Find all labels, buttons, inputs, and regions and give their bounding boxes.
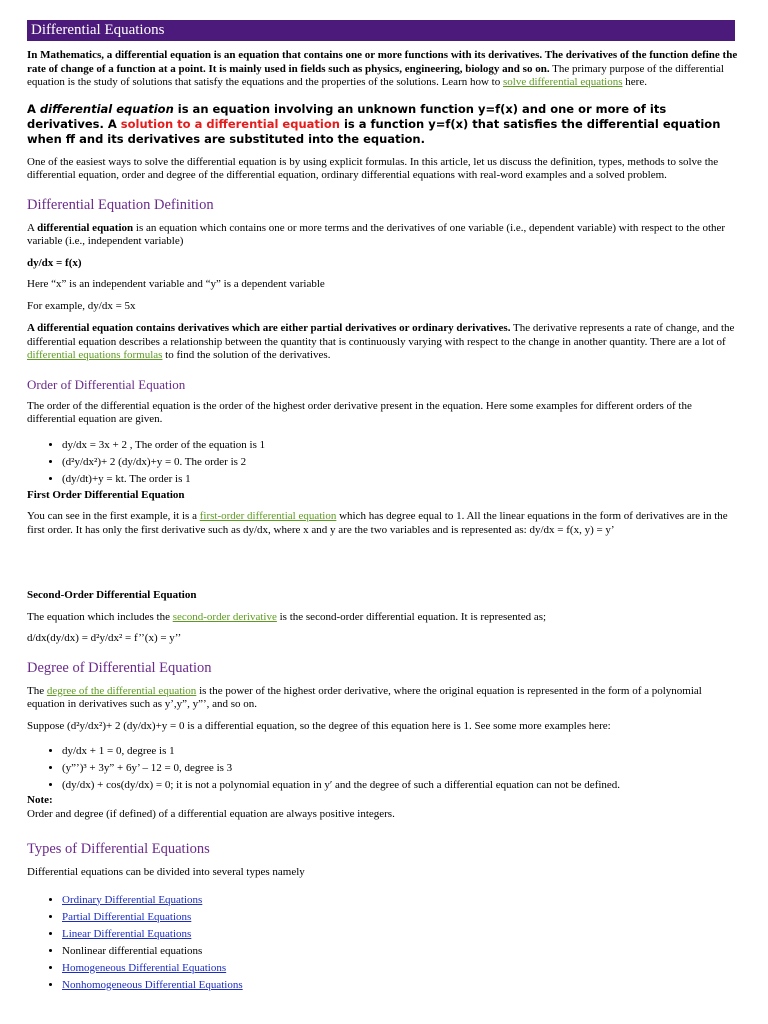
intro-end: here.	[622, 76, 647, 88]
second-order-text-2: is the second-order differential equation. It is represented as;	[276, 610, 547, 623]
second-order-heading: Second-Order Differential Equation	[27, 589, 197, 601]
list-item: • (d²y/dx²)+ 2 (dy/dx)+y = 0. The order is 2	[62, 454, 741, 471]
highlight-text-2: is an equation involving an unknown function y=f(x) and one or more of its derivatives. A	[27, 101, 667, 131]
types-paragraph: Differential equations can be divided into several types namely	[27, 866, 305, 878]
highlight-paragraph	[27, 102, 741, 147]
degree-link[interactable]: degree of the differential equation	[46, 684, 197, 697]
ordinary-de-link[interactable]: Ordinary Differential Equations	[62, 893, 203, 906]
highlight-italic: differential equation	[39, 101, 174, 116]
second-order-text-1: The equation which includes the	[27, 610, 173, 623]
easy-ways-paragraph: One of the easiest ways to solve the differential equation is by using explicit formulas. In this article, let us discuss the definition, types, methods to solve the differential equation, order and degree of the differential equation, ordinary differential equations with real-word examples and a solved problem.	[27, 155, 719, 181]
highlight-red: solution to a differential equation	[120, 116, 340, 131]
degree-text-b: is the power of the highest order derivative, where the original equation is represented in the form of a polynomial equation in derivatives such as y’,y”, y”’, and so on.	[27, 684, 702, 710]
list-item	[62, 892, 741, 909]
degree-suppose-paragraph: Suppose (d²y/dx²)+ 2 (dy/dx)+y = 0 is a differential equation, so the degree of this equation here is 1. See some more examples here:	[27, 719, 611, 732]
degree-paragraph	[27, 685, 741, 712]
types-heading: Types of Differential Equations	[27, 841, 210, 857]
list-item	[62, 909, 741, 926]
highlight-text-3: is a function y=f(x) that satisfies the differential equation when ff and its derivatives are substituted into the equation.	[27, 116, 721, 146]
degree-examples-list	[27, 743, 741, 794]
second-order-formula: d/dx(dy/dx) = d²y/dx² = f’’(x) = y’’	[27, 632, 182, 644]
first-order-text-2: which has degree equal to 1. All the linear equations in the form of derivatives are in the first order. It has only the first derivative such as dy/dx, where x and y are the two variables and is represented as: dy/dx = f(x, y) = y’	[27, 510, 728, 536]
first-order-link[interactable]: first-order differential equation	[199, 510, 337, 522]
intro-text: The primary purpose of the differential equation is the study of solutions that satisfy the equations and the properties of the solutions. Learn how to	[27, 62, 724, 88]
variables-paragraph: Here “x” is an independent variable and “y” is a dependent variable	[27, 278, 325, 290]
degree-text-a: The	[27, 684, 47, 697]
note-text: Order and degree (if defined) of a differential equation are always positive integers.	[27, 807, 395, 820]
list-item: • Nonlinear differential equations	[62, 943, 741, 960]
second-order-link[interactable]: second-order derivative	[172, 610, 277, 623]
linear-de-link[interactable]: Linear Differential Equations	[62, 927, 192, 940]
types-list	[27, 892, 741, 994]
page-title: Differential Equations	[27, 20, 735, 41]
de-formulas-link[interactable]: differential equations formulas	[27, 349, 163, 361]
nonhomogeneous-de-link[interactable]: Nonhomogeneous Differential Equations	[62, 978, 243, 991]
first-order-text-1: You can see in the first example, it is a	[27, 510, 200, 522]
note-label: Note:	[27, 794, 53, 806]
list-item: • dy/dx + 1 = 0, degree is 1	[62, 743, 741, 760]
example-paragraph: For example, dy/dx = 5x	[27, 299, 136, 312]
list-item	[62, 926, 741, 943]
list-item	[62, 977, 741, 994]
definition-heading: Differential Equation Definition	[27, 196, 214, 213]
order-paragraph: The order of the differential equation is the order of the highest order derivative present in the equation. Here some examples for different orders of the differential equation are given.	[27, 399, 692, 425]
derivatives-bold: A differential equation contains derivatives which are either partial derivatives or ordinary derivatives.	[27, 322, 511, 334]
list-item	[62, 960, 741, 977]
second-order-paragraph	[27, 611, 741, 625]
def-text-a: A	[27, 221, 38, 234]
order-heading: Order of Differential Equation	[27, 376, 186, 392]
derivatives-end: to find the solution of the derivatives.	[162, 349, 331, 361]
definition-paragraph	[27, 222, 741, 249]
partial-de-link[interactable]: Partial Differential Equations	[62, 910, 192, 923]
derivatives-paragraph	[27, 322, 741, 363]
homogeneous-de-link[interactable]: Homogeneous Differential Equations	[62, 961, 227, 974]
def-text-c: is an equation which contains one or more terms and the derivatives of one variable (i.e., dependent variable) with respect to the other variable (i.e., independent variable)	[27, 221, 726, 247]
solve-de-link[interactable]: solve differential equations	[502, 76, 623, 88]
derivatives-text: The derivative represents a rate of change, and the differential equation describes a relationship between the quantity that is continuously varying with respect to the change in another quantity. There are a lot of	[27, 322, 735, 348]
first-order-heading: First Order Differential Equation	[27, 488, 185, 501]
intro-paragraph	[27, 49, 741, 90]
list-item: • (dy/dx) + cos(dy/dx) = 0; it is not a polynomial equation in y′ and the degree of such a differential equation can not be defined.	[62, 777, 741, 794]
first-order-paragraph	[27, 510, 741, 537]
intro-bold: In Mathematics, a differential equation is an equation that contains one or more functions with its derivatives. The derivatives of the function define the rate of change of a function at a point. It is mainly used in fields such as physics, engineering, biology and so on.	[27, 49, 738, 75]
list-item: • (dy/dt)+y = kt. The order is 1	[62, 471, 741, 488]
degree-heading: Degree of Differential Equation	[27, 659, 212, 676]
highlight-text-1: A	[27, 101, 40, 116]
order-examples-list	[27, 437, 741, 488]
list-item: • (y”’)³ + 3y” + 6y’ – 12 = 0, degree is 3	[62, 760, 741, 777]
def-bold: differential equation	[37, 221, 134, 234]
list-item: • dy/dx = 3x + 2 , The order of the equation is 1	[62, 437, 741, 454]
definition-formula: dy/dx = f(x)	[27, 256, 82, 269]
